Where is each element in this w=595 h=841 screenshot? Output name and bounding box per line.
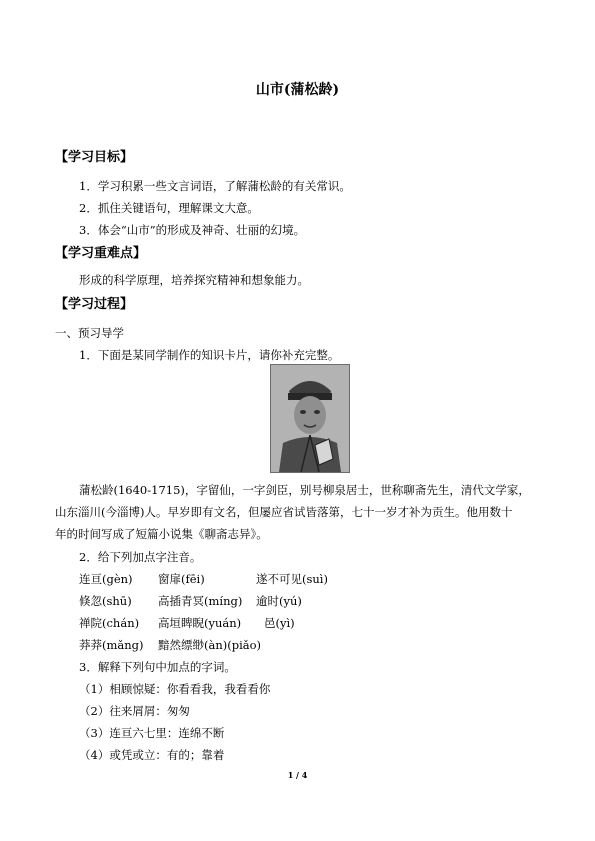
- pinyin-item: 遂不可见(suì): [256, 572, 328, 586]
- goal-item: 1．学习积累一些文言词语，了解蒲松龄的有关常识。: [79, 179, 351, 193]
- pinyin-item: 高插青冥(míng): [158, 594, 243, 608]
- process-heading: 【学习过程】: [55, 297, 134, 312]
- bio-text: 蒲松龄(1640-1715)，字留仙，一字剑臣，别号柳泉居士，世称聊斋先生，清代文学家，: [79, 483, 530, 497]
- goal-item: 3．体会“山市”的形成及神奇、壮丽的幻境。: [79, 223, 306, 237]
- section-preview: 一、预习导学: [55, 326, 124, 340]
- question-2: 2．给下列加点字注音。: [79, 550, 202, 564]
- page-number: 1 / 4: [287, 770, 308, 780]
- goals-heading: 【学习目标】: [55, 150, 134, 165]
- pinyin-item: 倏忽(shū): [79, 594, 132, 608]
- pinyin-item: 邑(yì): [264, 616, 295, 630]
- key-points-text: 形成的科学原理，培养探究精神和想象能力。: [79, 273, 309, 287]
- pinyin-item: 高垣睥睨(yuán): [158, 616, 242, 630]
- explanation-item: （2）往来屑屑：匆匆: [79, 704, 190, 718]
- explanation-item: （4）或凭或立：有的；靠着: [79, 748, 225, 762]
- pu-songling-portrait: [270, 364, 350, 473]
- pinyin-item: 窗扉(fēi): [158, 572, 205, 586]
- explanation-item: （3）连亘六七里：连绵不断: [79, 726, 225, 740]
- question-3: 3．解释下列句中加点的字词。: [79, 660, 236, 674]
- goal-item: 2．抓住关键语句，理解课文大意。: [79, 201, 259, 215]
- question-1: 1．下面是某同学制作的知识卡片，请你补充完整。: [79, 348, 340, 362]
- key-points-heading: 【学习重难点】: [55, 246, 147, 261]
- pinyin-item: 禅院(chán): [79, 616, 140, 630]
- pinyin-item: 莽莽(mǎng): [79, 638, 144, 652]
- bio-text: 山东淄川(今淄博)人。早岁即有文名，但屡应省试皆落第，七十一岁才补为贡生。他用数十: [55, 505, 513, 519]
- pinyin-item: 连亘(gèn): [79, 572, 133, 586]
- page-title: 山市(蒲松龄): [255, 82, 340, 98]
- pinyin-item: 黯然缥缈(àn)(piǎo): [158, 638, 262, 652]
- bio-text: 年的时间写成了短篇小说集《聊斋志异》。: [55, 527, 268, 541]
- explanation-item: （1）相顾惊疑：你看看我，我看看你: [79, 682, 271, 696]
- pinyin-item: 逾时(yú): [256, 594, 302, 608]
